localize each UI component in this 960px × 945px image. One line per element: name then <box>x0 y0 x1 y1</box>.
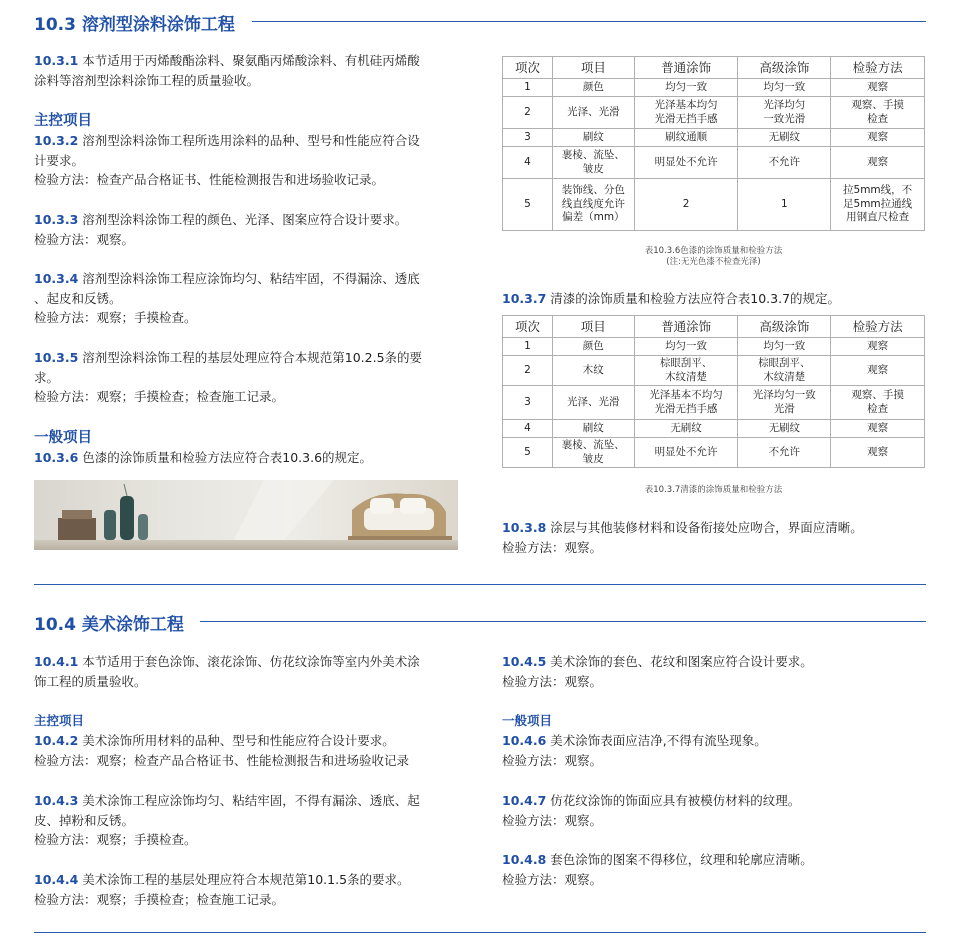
clause-10-3-6: 10.3.6 色漆的涂饰质量和检验方法应符合表10.3.6的规定。 <box>34 450 373 465</box>
clause-10-4-6: 10.4.6 美术涂饰表面应洁净,不得有流坠现象。 检验方法：观察。 <box>502 733 767 768</box>
section-10-4-title: 10.4 美术涂饰工程 <box>34 615 184 635</box>
section-divider <box>34 584 926 585</box>
col-header: 项次 <box>503 57 553 79</box>
table-row <box>503 147 925 179</box>
table-cell: 3 <box>503 129 553 147</box>
table-cell: 刷纹 <box>552 420 634 438</box>
table-cell: 颜色 <box>552 79 634 97</box>
section-10-4-title-rule <box>200 621 926 622</box>
table-cell: 木纹 <box>552 356 634 386</box>
section-10-3-title: 10.3 溶剂型涂料涂饰工程 <box>34 15 235 35</box>
table-10-3-6-caption: 表10.3.6色漆的涂饰质量和检验方法 (注:无光色漆不检查光泽) <box>644 246 783 267</box>
table-cell: 观察 <box>831 356 925 386</box>
table-cell: 不允许 <box>738 438 831 468</box>
table-cell: 光泽均匀一致 光滑 <box>738 386 831 420</box>
table-cell: 3 <box>503 386 553 420</box>
table-cell: 2 <box>503 97 553 129</box>
table-row <box>503 438 925 468</box>
table-cell: 4 <box>503 420 553 438</box>
clause-10-3-7: 10.3.7 清漆的涂饰质量和检验方法应符合表10.3.7的规定。 <box>502 291 841 306</box>
table-cell: 均匀一致 <box>738 338 831 356</box>
col-header: 检验方法 <box>831 316 925 338</box>
table-cell: 明显处不允许 <box>634 438 738 468</box>
table-row <box>503 356 925 386</box>
clause-10-4-3: 10.4.3 美术涂饰工程应涂饰均匀、粘结牢固，不得有漏涂、透底、起 皮、掉粉和反锈。 检验方法：观察；手摸检查。 <box>34 793 420 847</box>
table-cell: 光泽均匀 一致光滑 <box>738 97 831 129</box>
table-cell: 无刷纹 <box>738 420 831 438</box>
table-cell: 观察 <box>831 129 925 147</box>
table-cell: 裹棱、流坠、 皱皮 <box>552 438 634 468</box>
table-cell: 无刷纹 <box>634 420 738 438</box>
col-header: 普通涂饰 <box>634 316 738 338</box>
table-row <box>503 79 925 97</box>
table-cell: 明显处不允许 <box>634 147 738 179</box>
table-cell: 5 <box>503 179 553 231</box>
table-cell: 裹棱、流坠、 皱皮 <box>552 147 634 179</box>
clause-10-4-7: 10.4.7 仿花纹涂饰的饰面应具有被模仿材料的纹理。 检验方法：观察。 <box>502 793 801 828</box>
table-10-3-6 <box>502 56 925 231</box>
table-cell: 刷纹通顺 <box>634 129 738 147</box>
col-header: 项目 <box>552 316 634 338</box>
col-header: 高级涂饰 <box>738 316 831 338</box>
clause-10-3-2: 10.3.2 溶剂型涂料涂饰工程所选用涂料的品种、型号和性能应符合设 计要求。 检验方法：检查产品合格证书、性能检测报告和进场验收记录。 <box>34 133 420 187</box>
table-cell: 观察 <box>831 79 925 97</box>
col-header: 高级涂饰 <box>738 57 831 79</box>
table-cell: 拉5mm线，不 足5mm拉通线 用钢直尺检查 <box>831 179 925 231</box>
table-row <box>503 420 925 438</box>
table-cell: 装饰线、分色 线直线度允许 偏差（mm） <box>552 179 634 231</box>
table-cell: 无刷纹 <box>738 129 831 147</box>
table-cell: 观察 <box>831 338 925 356</box>
table-cell: 不允许 <box>738 147 831 179</box>
table-cell: 4 <box>503 147 553 179</box>
clause-10-4-8: 10.4.8 套色涂饰的图案不得移位，纹理和轮廓应清晰。 检验方法：观察。 <box>502 852 813 887</box>
clause-10-4-2: 10.4.2 美术涂饰所用材料的品种、型号和性能应符合设计要求。 检验方法：观察；检查产品合格证书、性能检测报告和进场验收记录 <box>34 733 410 768</box>
general-items-heading-10-4: 一般项目 <box>502 713 553 728</box>
table-cell: 刷纹 <box>552 129 634 147</box>
table-cell: 1 <box>503 338 553 356</box>
table-cell: 均匀一致 <box>634 338 738 356</box>
clause-10-4-5: 10.4.5 美术涂饰的套色、花纹和图案应符合设计要求。 检验方法：观察。 <box>502 654 813 689</box>
clause-10-4-4: 10.4.4 美术涂饰工程的基层处理应符合本规范第10.1.5条的要求。 检验方法：观察；手摸检查；检查施工记录。 <box>34 872 410 907</box>
table-cell: 光泽基本均匀 光滑无挡手感 <box>634 97 738 129</box>
table-cell: 2 <box>503 356 553 386</box>
clause-10-3-8: 10.3.8 涂层与其他装修材料和设备衔接处应吻合，界面应清晰。 检验方法：观察。 <box>502 520 863 555</box>
table-cell: 均匀一致 <box>738 79 831 97</box>
table-row <box>503 338 925 356</box>
table-header-row <box>503 57 925 79</box>
main-items-heading-10-4: 主控项目 <box>34 713 85 728</box>
interior-photo-illustration <box>34 480 458 550</box>
table-cell: 观察 <box>831 147 925 179</box>
table-header-row <box>503 316 925 338</box>
table-cell: 光泽、光滑 <box>552 386 634 420</box>
table-cell: 光泽、光滑 <box>552 97 634 129</box>
table-row <box>503 97 925 129</box>
table-row <box>503 386 925 420</box>
main-items-heading-10-3: 主控项目 <box>34 113 92 129</box>
clause-10-3-4: 10.3.4 溶剂型涂料涂饰工程应涂饰均匀、粘结牢固，不得漏涂、透底 、起皮和反锈。 检验方法：观察；手摸检查。 <box>34 271 420 325</box>
table-cell: 1 <box>738 179 831 231</box>
interior-photo <box>34 480 458 550</box>
bottom-divider <box>34 932 926 933</box>
clause-10-3-3: 10.3.3 溶剂型涂料涂饰工程的颜色、光泽、图案应符合设计要求。 检验方法：观察。 <box>34 212 408 247</box>
section-10-3-title-rule <box>252 21 926 22</box>
table-cell: 观察、手摸 检查 <box>831 386 925 420</box>
col-header: 项次 <box>503 316 553 338</box>
table-cell: 观察 <box>831 420 925 438</box>
col-header: 项目 <box>552 57 634 79</box>
table-cell: 光泽基本不均匀 光滑无挡手感 <box>634 386 738 420</box>
clause-10-3-5: 10.3.5 溶剂型涂料涂饰工程的基层处理应符合本规范第10.2.5条的要 求。 检验方法：观察；手摸检查；检查施工记录。 <box>34 350 423 404</box>
clause-10-3-1: 10.3.1 本节适用于丙烯酸酯涂料、聚氨酯丙烯酸涂料、有机硅丙烯酸 涂料等溶剂型涂料涂饰工程的质量验收。 <box>34 53 420 88</box>
clause-10-4-1: 10.4.1 本节适用于套色涂饰、滚花涂饰、仿花纹涂饰等室内外美术涂 饰工程的质量验收。 <box>34 654 420 689</box>
table-cell: 均匀一致 <box>634 79 738 97</box>
table-cell: 5 <box>503 438 553 468</box>
table-cell: 2 <box>634 179 738 231</box>
table-row <box>503 129 925 147</box>
table-cell: 棕眼刮平、 木纹清楚 <box>738 356 831 386</box>
col-header: 普通涂饰 <box>634 57 738 79</box>
table-cell: 棕眼刮平、 木纹清楚 <box>634 356 738 386</box>
general-items-heading-10-3: 一般项目 <box>34 430 92 446</box>
table-row <box>503 179 925 231</box>
table-cell: 观察、手摸 检查 <box>831 97 925 129</box>
table-cell: 观察 <box>831 438 925 468</box>
col-header: 检验方法 <box>831 57 925 79</box>
table-10-3-7-caption: 表10.3.7清漆的涂饰质量和检验方法 <box>644 485 783 495</box>
table-10-3-7 <box>502 315 925 468</box>
table-cell: 1 <box>503 79 553 97</box>
table-cell: 颜色 <box>552 338 634 356</box>
